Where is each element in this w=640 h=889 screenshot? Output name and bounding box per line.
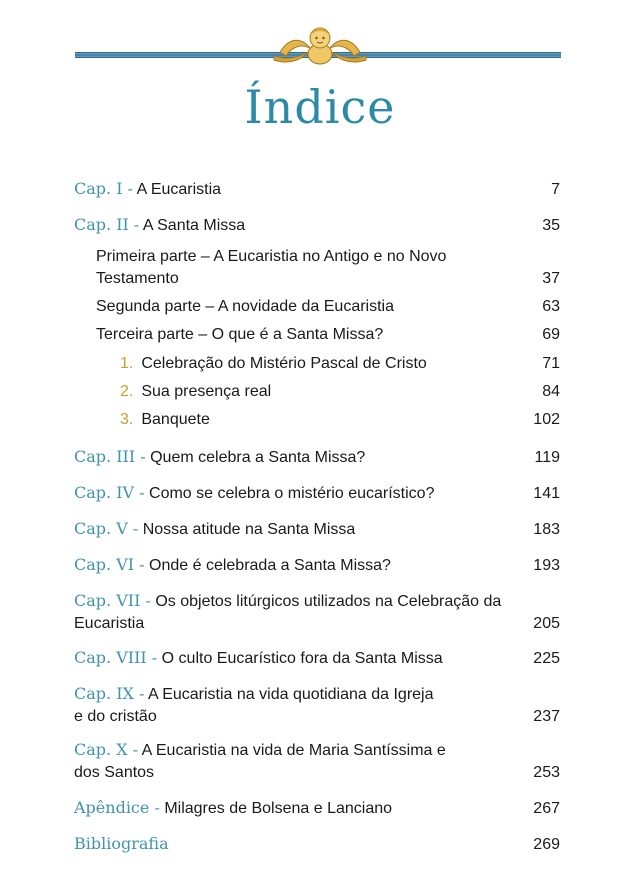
toc-entry-sub-2[interactable]	[120, 381, 560, 403]
entry-title: Terceira parte – O que é a Santa Missa?	[96, 326, 384, 343]
entry-title: Quem celebra a Santa Missa?	[150, 449, 366, 466]
page-number: 183	[533, 521, 560, 538]
page-number: 205	[533, 615, 560, 632]
entry-title: Nossa atitude na Santa Missa	[142, 521, 356, 538]
toc-entry-part-3[interactable]	[96, 324, 560, 346]
page-number: 63	[542, 298, 560, 315]
page-number: 35	[542, 217, 560, 234]
chapter-prefix: Cap. III -	[74, 447, 146, 466]
entry-title: A Eucaristia na vida de Maria Santíssima e dos Santos	[74, 742, 446, 781]
chapter-prefix: Cap. II -	[74, 215, 140, 234]
item-number: 1.	[120, 355, 134, 372]
page-number: 237	[533, 708, 560, 725]
page-number: 71	[542, 355, 560, 372]
entry-title: A Santa Missa	[142, 217, 246, 234]
item-number: 3.	[120, 411, 134, 428]
entry-title: Segunda parte – A novidade da Eucaristia	[96, 298, 394, 315]
page-number: 119	[534, 449, 560, 466]
page-number: 193	[533, 557, 560, 574]
toc-entry-bibliography[interactable]	[74, 833, 560, 856]
entry-title: A Eucaristia	[136, 181, 222, 198]
page-number: 225	[533, 650, 560, 667]
toc-entry-cap-1[interactable]	[74, 178, 560, 201]
toc-entry-cap-10[interactable]	[74, 739, 560, 784]
toc-entry-part-2[interactable]	[96, 296, 560, 318]
item-number: 2.	[120, 383, 134, 400]
toc-entry-cap-2[interactable]	[74, 214, 560, 237]
page-number: 267	[533, 800, 560, 817]
toc-entry-cap-4[interactable]	[74, 482, 560, 505]
page-number: 84	[542, 383, 560, 400]
chapter-prefix: Cap. VI -	[74, 555, 145, 574]
toc-entry-cap-6[interactable]	[74, 554, 560, 577]
entry-title: Milagres de Bolsena e Lanciano	[164, 800, 393, 817]
page-number: 7	[551, 181, 560, 198]
toc-entry-appendix[interactable]	[74, 797, 560, 820]
entry-title: Primeira parte – A Eucaristia no Antigo e no Novo Testamento	[96, 248, 447, 287]
page-number: 269	[533, 836, 560, 853]
chapter-prefix: Cap. VII -	[74, 591, 151, 610]
page-number: 69	[542, 326, 560, 343]
chapter-prefix: Bibliografia	[74, 834, 169, 853]
entry-title: Celebração do Mistério Pascal de Cristo	[141, 355, 427, 372]
chapter-prefix: Cap. IX -	[74, 684, 145, 703]
entry-title: Banquete	[141, 411, 210, 428]
entry-title: O culto Eucarístico fora da Santa Missa	[161, 650, 443, 667]
page-number: 253	[533, 764, 560, 781]
entry-title: A Eucaristia na vida quotidiana da Igreja e do cristão	[74, 686, 434, 725]
toc-entry-cap-5[interactable]	[74, 518, 560, 541]
entry-title: Onde é celebrada a Santa Missa?	[149, 557, 391, 574]
toc-entry-cap-9[interactable]	[74, 683, 560, 728]
toc-entry-cap-3[interactable]	[74, 446, 560, 469]
chapter-prefix: Cap. X -	[74, 740, 139, 759]
chapter-prefix: Cap. IV -	[74, 483, 145, 502]
chapter-prefix: Cap. V -	[74, 519, 139, 538]
page-number: 141	[533, 485, 560, 502]
toc-entry-cap-7[interactable]	[74, 590, 560, 635]
entry-title: Como se celebra o mistério eucarístico?	[149, 485, 435, 502]
chapter-prefix: Cap. VIII -	[74, 648, 158, 667]
entry-title: Sua presença real	[141, 383, 272, 400]
chapter-prefix: Cap. I -	[74, 179, 134, 198]
page-number: 37	[542, 270, 560, 287]
toc-entry-part-1[interactable]	[96, 246, 560, 290]
page-number: 102	[533, 411, 560, 428]
chapter-prefix: Apêndice -	[74, 798, 160, 817]
entry-title: Os objetos litúrgicos utilizados na Celebração da Eucaristia	[74, 593, 502, 632]
toc-entry-cap-8[interactable]	[74, 647, 560, 670]
page-title: Índice	[244, 80, 396, 134]
cherub-ornament-icon	[272, 22, 368, 68]
toc-entry-sub-3[interactable]	[120, 409, 560, 431]
toc-entry-sub-1[interactable]	[120, 353, 560, 375]
